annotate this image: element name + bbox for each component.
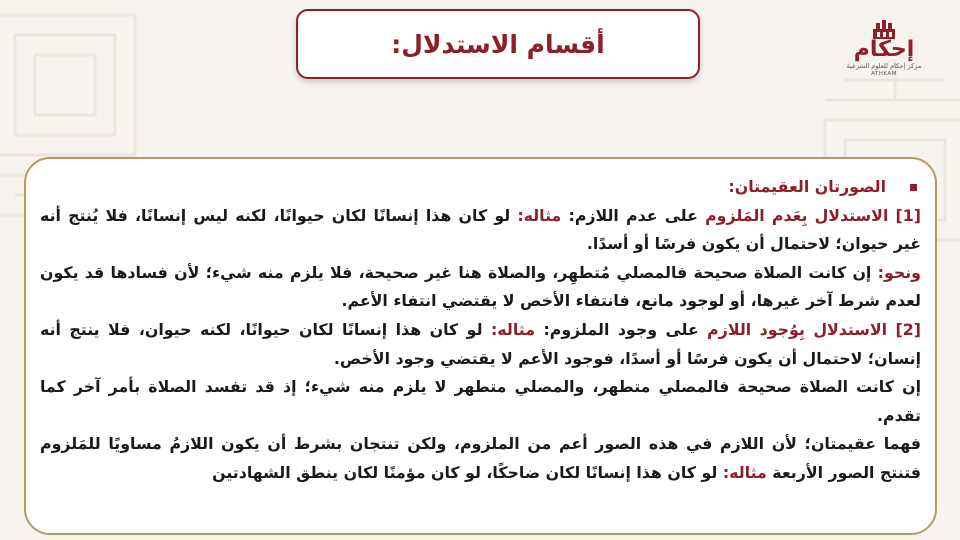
paragraph-5-example-label: مثاله: xyxy=(722,462,767,482)
paragraph-1-example-label: مثاله: xyxy=(517,205,562,225)
logo-name: إحكام xyxy=(853,37,915,62)
paragraph-2 xyxy=(40,259,921,316)
title-banner xyxy=(296,9,700,79)
section-heading xyxy=(40,173,921,202)
paragraph-1-lead: [1] الاستدلال بِعَدم المَلزوم xyxy=(705,205,921,225)
paragraph-5-example-text: لو كان هذا إنسانًا لكان ضاحكًا، لو كان مؤمنًا لكان ينطق الشهادتين xyxy=(212,462,723,482)
paragraph-3-example-label: مثاله: xyxy=(490,319,535,339)
paragraph-4 xyxy=(40,373,921,430)
paragraph-3-rest: على وجود الملزوم: xyxy=(534,319,708,339)
logo-tagline: ATHKAM xyxy=(871,71,897,77)
brand-logo xyxy=(846,20,922,94)
content-body xyxy=(26,159,935,488)
paragraph-5-text: فهما عقيمتان؛ لأن اللازم في هذه الصور أعم من الملزوم، ولكن تنتجان بشرط أن يكون اللازمُ مساويًا للمَلزوم فتنتج الصور الأربعة xyxy=(40,434,921,482)
paragraph-4-text: إن كانت الصلاة صحيحة فالمصلي متطهر، والمصلي متطهر لا يلزم منه شيء؛ إذ قد تفسد الصلاة بأمر آخر كما تقدم. xyxy=(40,377,921,425)
paragraph-5 xyxy=(40,430,921,487)
paragraph-1-rest: على عدم اللازم: xyxy=(561,205,706,225)
paragraph-2-lead: ونحو: xyxy=(877,262,921,282)
paragraph-3-example-text: لو كان هذا إنسانًا لكان حيوانًا، لكنه حيوان، فلا ينتج أنه إنسان؛ لاحتمال أن يكون فرسًا أو أسدًا، فوجود الأعم لا يقتضي وجود الأخص. xyxy=(40,319,921,368)
square-bullet-icon xyxy=(910,184,917,191)
logo-subtitle: مركز إحكام للعلوم الشرعية xyxy=(846,62,922,70)
paragraph-3 xyxy=(40,316,921,373)
paragraph-3-lead: [2] الاستدلال بِوُجود اللازم xyxy=(707,319,921,339)
paragraph-1 xyxy=(40,202,921,259)
paragraph-1-example-text: لو كان هذا إنسانًا لكان حيوانًا، لكنه ليس إنسانًا، فلا يُنتج أنه غير حيوان؛ لاحتمال أن يكون فرسًا أو أسدًا. xyxy=(40,205,921,254)
heading-text: الصورتان العقيمتان: xyxy=(728,177,886,196)
page-title: أقسام الاستدلال: xyxy=(391,29,605,59)
paragraph-2-text: إن كانت الصلاة صحيحة فالمصلي مُتطهِر، والصلاة هنا غير صحيحة، فلا يلزم منه شيء؛ لأن فسادها قد يكون لعدم شرط آخر غيرها، أو لوجود مانع، فانتفاء الأخص لا يقتضي انتفاء الأعم. xyxy=(40,262,921,311)
content-panel xyxy=(24,157,937,535)
